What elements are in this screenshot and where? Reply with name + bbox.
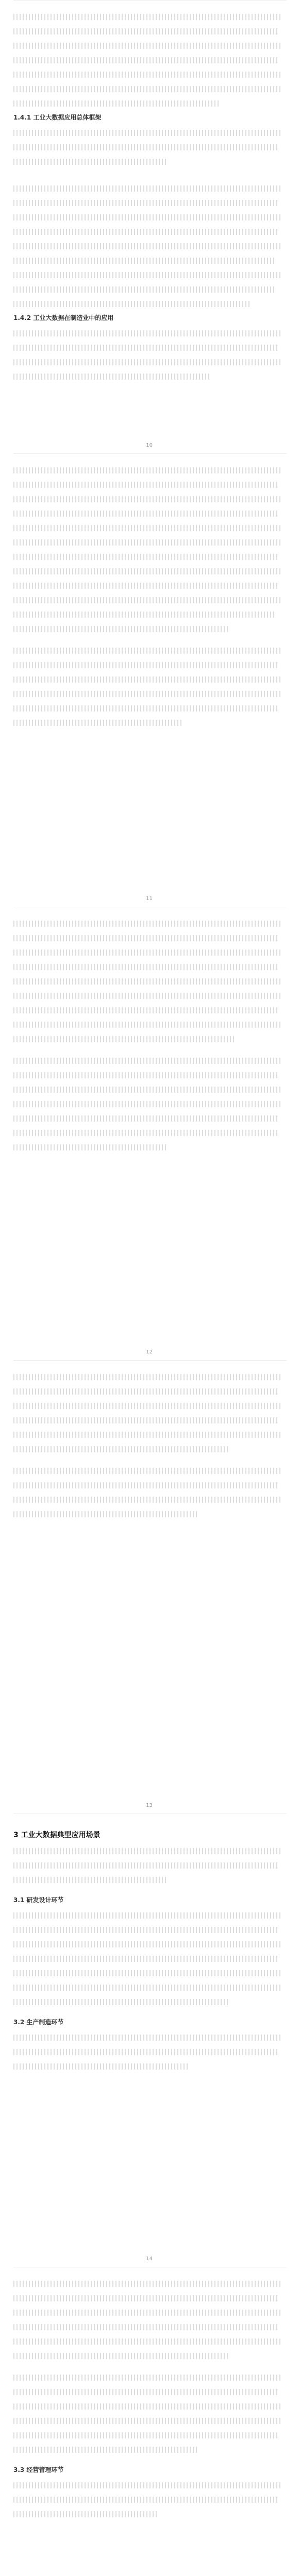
section-subheading: 3.2 生产制造环节 (13, 2019, 64, 2026)
page-number: 13 (146, 1803, 153, 1808)
page-number: 14 (146, 2256, 153, 2262)
document-page-4 (13, 1360, 287, 1814)
document-page-3 (13, 907, 287, 1360)
section-subheading: 1.4.2 工业大数据在制造业中的应用 (13, 314, 114, 321)
section-heading: 3 工业大数据典型应用场景 (13, 1831, 101, 1839)
page-number: 11 (146, 896, 153, 902)
section-subheading: 3.3 经营管理环节 (13, 2466, 64, 2473)
document-page-1 (13, 0, 287, 453)
page-number: 10 (146, 443, 153, 448)
section-subheading: 3.1 研发设计环节 (13, 1896, 64, 1904)
page-number: 12 (146, 1349, 153, 1355)
document-page-5 (13, 1814, 287, 2267)
paragraph-block (13, 14, 287, 107)
document-page-2 (13, 453, 287, 907)
document-page-6 (13, 2267, 287, 2576)
section-subheading: 1.4.1 工业大数据应用总体框架 (13, 114, 102, 121)
